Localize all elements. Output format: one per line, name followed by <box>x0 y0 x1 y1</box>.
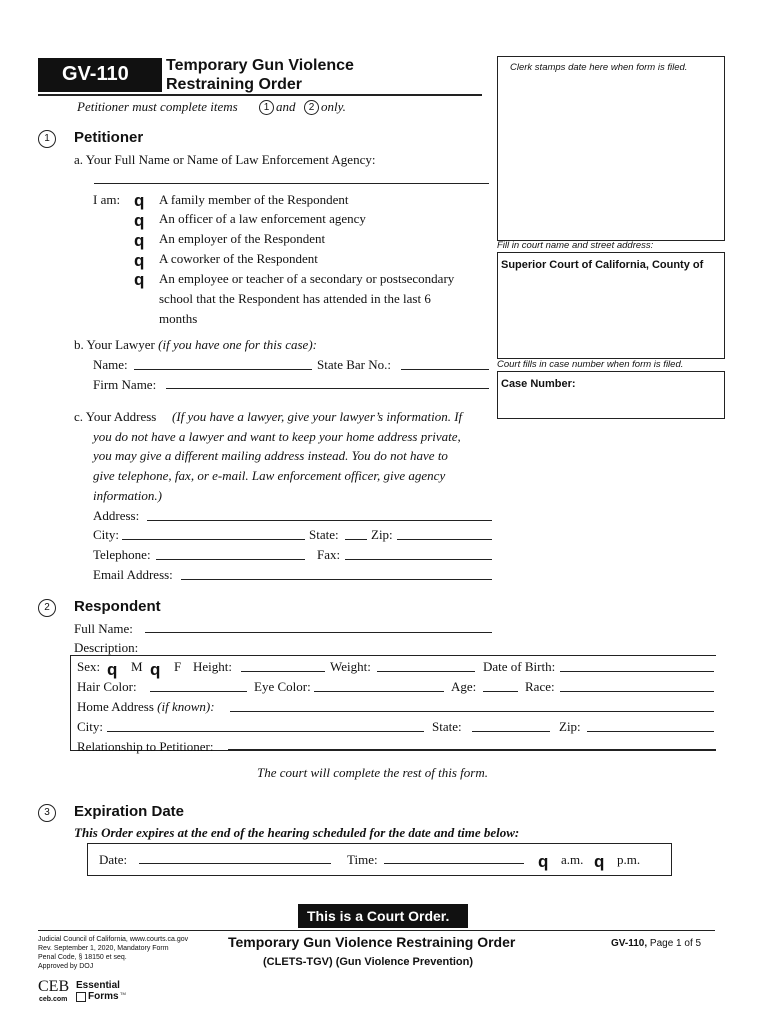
address-note-1: (If you have a lawyer, give your lawyer’s information. If <box>172 409 463 424</box>
address-note-4: give telephone, fax, or e-mail. Law enforcement officer, give agency <box>93 468 446 483</box>
option-law-enforcement: An officer of a law enforcement agency <box>159 211 366 226</box>
checkbox-sex-m[interactable]: q <box>107 660 118 679</box>
section-3-heading: Expiration Date <box>74 803 185 820</box>
respondent-zip-label: Zip: <box>559 719 581 734</box>
title-rule <box>38 94 482 96</box>
checkbox-coworker[interactable]: q <box>134 251 145 270</box>
telephone-label: Telephone: <box>93 547 151 562</box>
clerk-stamp-box <box>497 56 725 241</box>
instructions-post: only. <box>321 99 346 114</box>
footer-form-id: GV-110, Page 1 of 5 <box>611 938 702 949</box>
respondent-name-field[interactable] <box>145 632 492 633</box>
essential-forms-icon <box>76 992 86 1002</box>
sex-f-label: F <box>174 659 182 674</box>
form-id-badge <box>38 58 162 92</box>
form-title-line1: Temporary Gun Violence <box>166 57 354 74</box>
footer-left-line3: Penal Code, § 18150 et seq. <box>38 954 127 961</box>
section-3-number: 3 <box>38 804 56 822</box>
court-order-banner <box>298 904 468 928</box>
lawyer-name-label: Name: <box>93 357 128 372</box>
i-am-label: I am: <box>93 192 121 207</box>
weight-field[interactable] <box>377 671 475 672</box>
respondent-zip-field[interactable] <box>587 731 714 732</box>
option-employee-teacher: An employee or teacher of a secondary or postsecondary <box>159 271 455 286</box>
petitioner-name-field[interactable] <box>94 183 489 184</box>
state-label: State: <box>309 527 339 542</box>
item-1-circle: 1 <box>259 100 274 115</box>
instructions: Petitioner must complete items <box>77 99 238 114</box>
race-field[interactable] <box>560 691 714 692</box>
footer-subtitle: (CLETS-TGV) (Gun Violence Prevention) <box>263 956 474 968</box>
lawyer-label: b. Your Lawyer (if you have one for this case): <box>74 337 317 352</box>
pm-label: p.m. <box>617 852 641 867</box>
home-address-label: Home Address (if known): <box>77 699 215 714</box>
email-field[interactable] <box>181 579 492 580</box>
respondent-city-field[interactable] <box>107 731 424 732</box>
expiration-box <box>87 843 672 876</box>
respondent-state-field[interactable] <box>472 731 550 732</box>
instructions-and: and <box>276 99 296 114</box>
address-field[interactable] <box>147 520 492 521</box>
option-employer: An employer of the Respondent <box>159 231 326 246</box>
case-number-label: Case Number: <box>501 378 576 390</box>
address-label: c. Your Address <box>74 409 157 424</box>
relationship-field[interactable] <box>228 749 716 750</box>
state-bar-label: State Bar No.: <box>317 357 392 372</box>
dob-field[interactable] <box>560 671 714 672</box>
description-left-rule <box>70 655 71 750</box>
age-label: Age: <box>451 679 477 694</box>
form-id: GV-110 <box>62 63 129 85</box>
checkbox-employer[interactable]: q <box>134 231 145 250</box>
hair-color-label: Hair Color: <box>77 679 137 694</box>
hair-color-field[interactable] <box>150 691 247 692</box>
height-field[interactable] <box>241 671 325 672</box>
email-label: Email Address: <box>93 567 173 582</box>
description-label: Description: <box>74 640 139 655</box>
age-field[interactable] <box>483 691 518 692</box>
court-order-text: This is a Court Order. <box>307 908 450 924</box>
item-2-circle: 2 <box>304 100 319 115</box>
address-note-2: you do not have a lawyer and want to keep your home address private, <box>93 429 461 444</box>
state-field[interactable] <box>345 539 367 540</box>
expiration-time-field[interactable] <box>384 863 524 864</box>
petitioner-name-label: a. Your Full Name or Name of Law Enforcement Agency: <box>74 152 376 167</box>
relationship-label: Relationship to Petitioner: <box>77 739 214 754</box>
firm-name-field[interactable] <box>166 388 489 389</box>
footer-title: Temporary Gun Violence Restraining Order <box>228 934 516 950</box>
weight-label: Weight: <box>330 659 371 674</box>
fax-label: Fax: <box>317 547 341 562</box>
footer-left-line4: Approved by DOJ <box>38 963 94 970</box>
sex-label: Sex: <box>77 659 101 674</box>
firm-name-label: Firm Name: <box>93 377 157 392</box>
zip-field[interactable] <box>397 539 492 540</box>
city-label: City: <box>93 527 120 542</box>
fax-field[interactable] <box>345 559 492 560</box>
option-family-member: A family member of the Respondent <box>159 192 349 207</box>
telephone-field[interactable] <box>156 559 305 560</box>
option-employee-teacher-line3: months <box>159 311 198 326</box>
checkbox-family-member[interactable]: q <box>134 191 145 210</box>
clerk-stamp-label: Clerk stamps date here when form is filed. <box>510 62 688 73</box>
section-2-heading: Respondent <box>74 598 161 615</box>
section-1-heading: Petitioner <box>74 129 144 146</box>
address-note-3: you may give a different mailing address instead. You do not have to <box>93 448 448 463</box>
am-label: a.m. <box>561 852 584 867</box>
city-field[interactable] <box>122 539 305 540</box>
checkbox-am[interactable]: q <box>538 852 549 871</box>
checkbox-pm[interactable]: q <box>594 852 605 871</box>
expiration-time-label: Time: <box>347 852 378 867</box>
checkbox-law-enforcement[interactable]: q <box>134 211 145 230</box>
checkbox-employee-teacher[interactable]: q <box>134 270 145 289</box>
address-field-label: Address: <box>93 508 140 523</box>
zip-label: Zip: <box>371 527 393 542</box>
expiration-subtitle: This Order expires at the end of the hearing scheduled for the date and time below: <box>74 825 520 840</box>
dob-label: Date of Birth: <box>483 659 556 674</box>
eye-color-field[interactable] <box>314 691 444 692</box>
section-1-number: 1 <box>38 130 56 148</box>
respondent-name-label: Full Name: <box>74 621 133 636</box>
option-coworker: A coworker of the Respondent <box>159 251 318 266</box>
option-employee-teacher-line2: school that the Respondent has attended in the last 6 <box>159 291 431 306</box>
court-completes-note: The court will complete the rest of this form. <box>257 765 488 780</box>
description-top-rule <box>70 655 716 656</box>
footer-left-line1: Judicial Council of California, www.courts.ca.gov <box>38 936 189 943</box>
case-number-note: Court fills in case number when form is filed. <box>497 359 684 370</box>
section-2-number: 2 <box>38 599 56 617</box>
home-address-field[interactable] <box>230 711 714 712</box>
lawyer-name-field[interactable] <box>134 369 312 370</box>
court-name-value: Superior Court of California, County of <box>501 259 704 271</box>
respondent-city-label: City: <box>77 719 104 734</box>
state-bar-field[interactable] <box>401 369 489 370</box>
court-name-label: Fill in court name and street address: <box>497 240 654 251</box>
footer-rule <box>38 930 715 931</box>
footer-left-line2: Rev. September 1, 2020, Mandatory Form <box>38 945 169 952</box>
form-title-line2: Restraining Order <box>166 76 303 93</box>
height-label: Height: <box>193 659 232 674</box>
respondent-state-label: State: <box>432 719 462 734</box>
expiration-date-field[interactable] <box>139 863 331 864</box>
address-note-5: information.) <box>93 488 162 503</box>
sex-m-label: M <box>131 659 143 674</box>
race-label: Race: <box>525 679 555 694</box>
checkbox-sex-f[interactable]: q <box>150 660 161 679</box>
expiration-date-label: Date: <box>99 852 128 867</box>
eye-color-label: Eye Color: <box>254 679 311 694</box>
